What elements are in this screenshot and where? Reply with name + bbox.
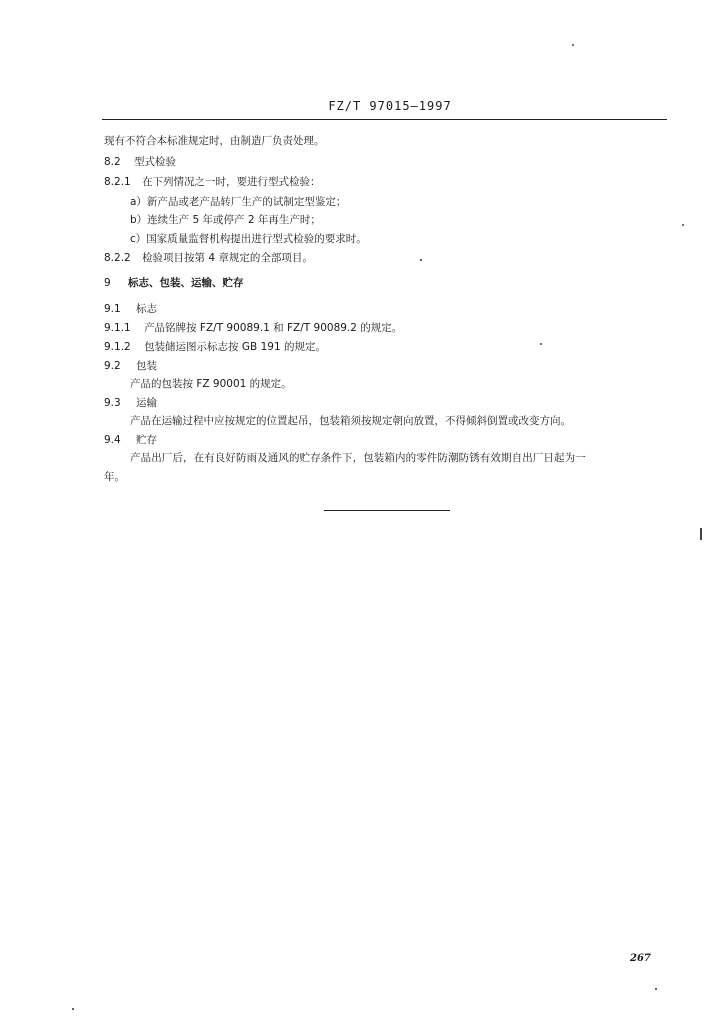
- section-number: 9.1.1: [104, 322, 131, 334]
- section-8-2-1: [104, 175, 321, 189]
- list-item-a: a）新产品或老产品转厂生产的试制定型鉴定；: [130, 196, 347, 208]
- section-text: 检验项目按第 4 章规定的全部项目。: [142, 252, 313, 264]
- list-item-c: c）国家质量监督机构提出进行型式检验的要求时。: [130, 233, 367, 245]
- section-9-3-heading: [104, 396, 157, 410]
- section-title: 型式检验: [134, 156, 177, 168]
- section-title: 标志: [136, 303, 158, 315]
- section-title: 包装: [136, 360, 158, 372]
- section-number: 9.2: [104, 360, 121, 372]
- end-of-standard-rule: [324, 510, 450, 511]
- section-9-3-text: 产品在运输过程中应按规定的位置起吊，包装箱须按规定朝向放置，不得倾斜倒置或改变方向。: [130, 415, 571, 427]
- section-text: 产品铭牌按 FZ/T 90089.1 和 FZ/T 90089.2 的规定。: [144, 322, 403, 334]
- scan-mark: [700, 528, 702, 540]
- page-number: 267: [630, 953, 651, 964]
- scan-speck: [655, 988, 657, 990]
- section-9-4-heading: [104, 433, 157, 447]
- standard-code-header: FZ/T 97015—1997: [328, 99, 452, 113]
- section-9-4-text-line2: 年。: [104, 471, 125, 483]
- section-9-4-text-line1: 产品出厂后，在有良好防雨及通风的贮存条件下，包装箱内的零件防潮防锈有效期自出厂日起为一: [130, 452, 586, 464]
- section-9-1-2: [104, 340, 326, 354]
- section-number: 9.1: [104, 303, 121, 315]
- section-number: 8.2: [104, 156, 121, 168]
- section-9-2-heading: [104, 359, 157, 373]
- section-text: 在下列情况之一时，要进行型式检验：: [142, 176, 321, 188]
- header-rule: [102, 119, 667, 120]
- section-number: 9.4: [104, 434, 121, 446]
- section-title: 运输: [136, 397, 158, 409]
- continuation-text: 现有不符合本标准规定时，由制造厂负责处理。: [104, 135, 325, 147]
- section-8-2-heading: [104, 155, 176, 169]
- scan-speck: [540, 343, 542, 345]
- section-number: 9.1.2: [104, 341, 131, 353]
- section-title: 标志、包装、运输、贮存: [128, 277, 244, 289]
- section-9-1-1: [104, 321, 402, 335]
- scan-speck: [682, 224, 684, 226]
- section-number: 8.2.1: [104, 176, 131, 188]
- scan-speck: [572, 44, 574, 46]
- scan-speck: [72, 1008, 74, 1010]
- section-title: 贮存: [136, 434, 158, 446]
- section-9-2-text: 产品的包装按 FZ 90001 的规定。: [130, 378, 292, 390]
- section-8-2-2: [104, 251, 313, 265]
- section-number: 9: [104, 277, 111, 289]
- section-number: 8.2.2: [104, 252, 131, 264]
- section-9-heading: [104, 276, 244, 290]
- section-9-1-heading: [104, 302, 157, 316]
- scan-speck: [420, 259, 422, 261]
- section-number: 9.3: [104, 397, 121, 409]
- section-text: 包装储运图示标志按 GB 191 的规定。: [144, 341, 326, 353]
- list-item-b: b）连续生产 5 年或停产 2 年再生产时；: [130, 214, 321, 226]
